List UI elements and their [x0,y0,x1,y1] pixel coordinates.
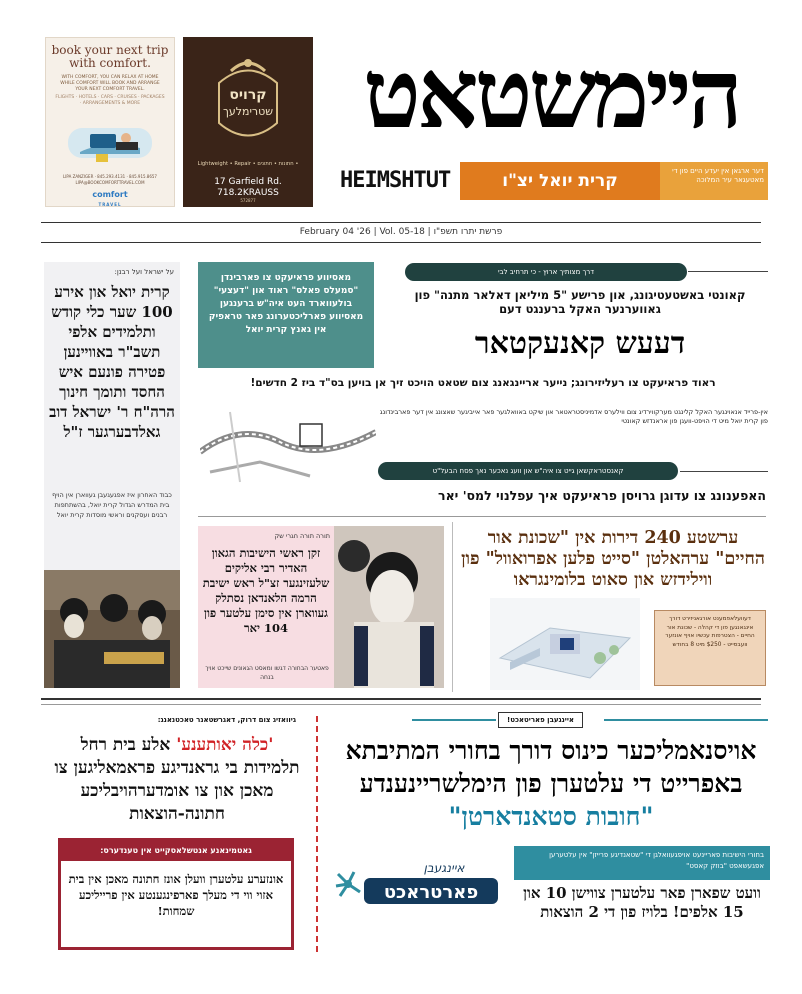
lead-subhead: קאונטי באשטעטיגונג, און פרישע "5 מיליאן דאלאר מתנה" פון גאווערנער האקל ברענגט דעם [414,288,746,316]
resolution-box-text: אונזערע עלטערן וועלן אונז חתונה מאכן אין בית אזוי ווי די מעלך פארפינגענטע אין פרייליכע שמחות! [68,872,284,918]
road-map-illustration [200,402,376,486]
header-rule-bottom [41,242,761,243]
rabbis-photo [44,570,180,688]
teal-brief-text: מאסיווע פראיעקט צו פארבינדן "סמעלס פאלס" ראוד און "דעצעי" בולעווארד העט איה"ש ברענגען מאסיווע פארליכטערונג פאר טראפיק אין גאנץ קרית יואל [208,273,364,335]
masthead-latin: HEIMSHTUT [340,168,451,193]
travel-ad[interactable] [45,37,175,207]
left-body: כבוד האחרון איז אפגעגעבן געווארן אין הויף בית המדרש הגדול קרית יואל, בהשתתפות רבנים ועסקנים וראשי מוסדות קרית יואל [52,491,172,519]
lead-headline[interactable]: דעעש קאנעקטאר [474,326,686,361]
masthead-banner [460,162,768,200]
dateline: February 04 '26 | Vol. 05-18 | פרשת יתרו תשפ"ו [299,227,503,237]
resolution-box[interactable] [58,838,294,950]
krauss-subtitle: שטרימלעך [222,105,274,118]
lead-body: אין-פרייד אנאוינגער האקל קלינגט מערקווירדיג צום ווילערס אדמיניסטראטאר און שיקט באוואלגער פאר אייביגער שאצונג אין דער פארבינדונג פון קרית יואל מיט די הויפט-וועגן פון אראנדזש קאונטי [379,408,768,425]
travel-ad-blurb: WITH COMFORT, YOU CAN RELAX AT HOME WHILE COMFORT WILL BOOK AND ARRANGE YOUR NEXT COMFORT TRAVEL. FLIGHTS · HOTELS · CARS · CRUISES · PACKAGES · ARRANGEMENTS & MORE [55,75,165,106]
bottom-right-headline[interactable]: וועט שפארן פאר עלטערן צווישן 10 און 15 אלפים! בלויז פון די 2 הוצאות [523,884,761,921]
lead-deck: ראוד פראיעקט צו רעליזירונג; נייער אריינגאנג צום שטאט הויכט זיך אן בויען בס"ד ביז 2 חדשים! [250,377,716,389]
krauss-name: קרויס [229,87,267,103]
traveler-illustration [60,120,160,165]
resolution-box-title: גאטמינאנע אנטשלאסקייט אין טענדערס: [61,841,291,861]
mid-rule [198,516,766,517]
header-rule [41,222,761,223]
housing-headline[interactable]: ערשטע 240 דירות אין "שכונת אור החיים" ערהאלטן "סייט פלען אפרואוול" פון ווילידזש און סאוט בלומינגראו [461,528,765,590]
left-kicker: על ישראל ועל רבנן: [114,268,174,276]
rabbi-photo [334,526,444,688]
masthead-tagline: דער ארגאן אין יעדע היים פון די מאטעגאר עיר המלוכה [672,167,764,184]
lead-rule [688,271,768,272]
pink-kicker: תורה תורה חגרי שק [274,532,330,540]
lead-tag: דרך מצותיך ארוץ - כי תרחיב לבי [405,263,687,281]
krauss-ad[interactable] [183,37,313,207]
travel-ad-contact: LIPA ZANZIGER · 845.293.4131 · 845.915.8657 LIPA@BOOKCOMFORTTRAVEL.COM [63,174,157,185]
svg-text:איינגעבן: איינגעבן [423,861,465,875]
section-separator [41,698,761,700]
category-rule-right [604,719,768,721]
pink-obituary[interactable] [198,526,444,688]
section-separator-thin [41,704,761,705]
bottom-category: איינגעבן פאריטאכט! [498,712,583,728]
teal-brief[interactable] [198,262,374,368]
masthead-title[interactable]: היימשטאט [362,37,740,150]
housing-ad[interactable] [654,610,766,686]
comfort-logo: comfort TRAVEL [92,190,128,207]
town-name: קרית יואל יצ"ו [460,162,660,200]
bottom-headline[interactable]: אויסנאמליכער כינוס דורך בחורי המתיבתא באפרייט די עלטערן פון הימלשריינענדע "חובות סטאנדארטן" [345,736,757,831]
bottom-left-kicker: גיוואזיג צום דרוק, דאגרשטאנר טאכטנאנג: [157,716,296,724]
bottom-left-headline[interactable]: 'כלה יאותענע' אלע בית רחל תלמידות בי גראנדיגע פראמאליגען צו מאכן און צו אומדערהויבליכע חתונה-הוצאות [54,735,300,824]
second-tag: קאנסטראקשאן גייט צו איה"ש און וועג נאכער נאך פסח הבעל"ט [378,462,678,480]
pink-footer: פאטער הבחורה דגשו ומאסט הגאונים שייכט אויך בנחה [205,665,329,681]
krauss-tags: Lightweight • Repair • חתונות • חתונים • [197,161,299,167]
partrakht-logo [334,856,502,914]
krauss-zip: 572877 [240,198,256,203]
left-column-story[interactable] [44,262,180,688]
dashed-divider [316,716,318,952]
krauss-address: 17 Garfield Rd. 718.2KRAUSS [214,177,282,198]
svg-text:פארטראכט: פארטראכט [383,882,479,903]
housing-ad-text: דעוועלאפמענט אורגאניזירט דורך אינגאנגען פון די קהלה - שכונת אור החיים - הצטרפות עכשיו אויף אונזער וועבסייט - $250 מיט 8 בחודש [665,616,755,648]
second-rule [680,471,768,472]
left-headline[interactable]: קרית יואל און אירע 100 שער כלי קודש ותלמידים אלפי תשב"ר באווײנען פטירה פונעם איש החסד ותומך חינוך הרה"ח ר' ישראל דוב גאלדבערגער ז"ל [49,283,175,441]
second-headline[interactable]: האפענונג צו עדוגן גרויסן פראיעקט איך עפלנוי למס' יאר [438,488,766,503]
column-divider [452,522,453,692]
pink-headline[interactable]: זקן ראשי הישיבות הגאון האדיר רבי אליקים שלעזינגער זצ"ל ראש ישיבת הרמה הלאנדאן נסתלק געווארן אין סימן עלטער פון 104 יאר [202,546,330,635]
housing-render [490,598,640,690]
category-rule-left [412,719,496,721]
travel-ad-headline: book your next trip with comfort. [51,43,169,70]
crest-icon [211,53,285,153]
bottom-teal-bar: בחורי הישיבות פאריינעט אויפגעוואלגן די "שטאנדיגע פרייזן" אין עלטערען אפגעשאפט "בוזק קאסט" [514,846,770,880]
